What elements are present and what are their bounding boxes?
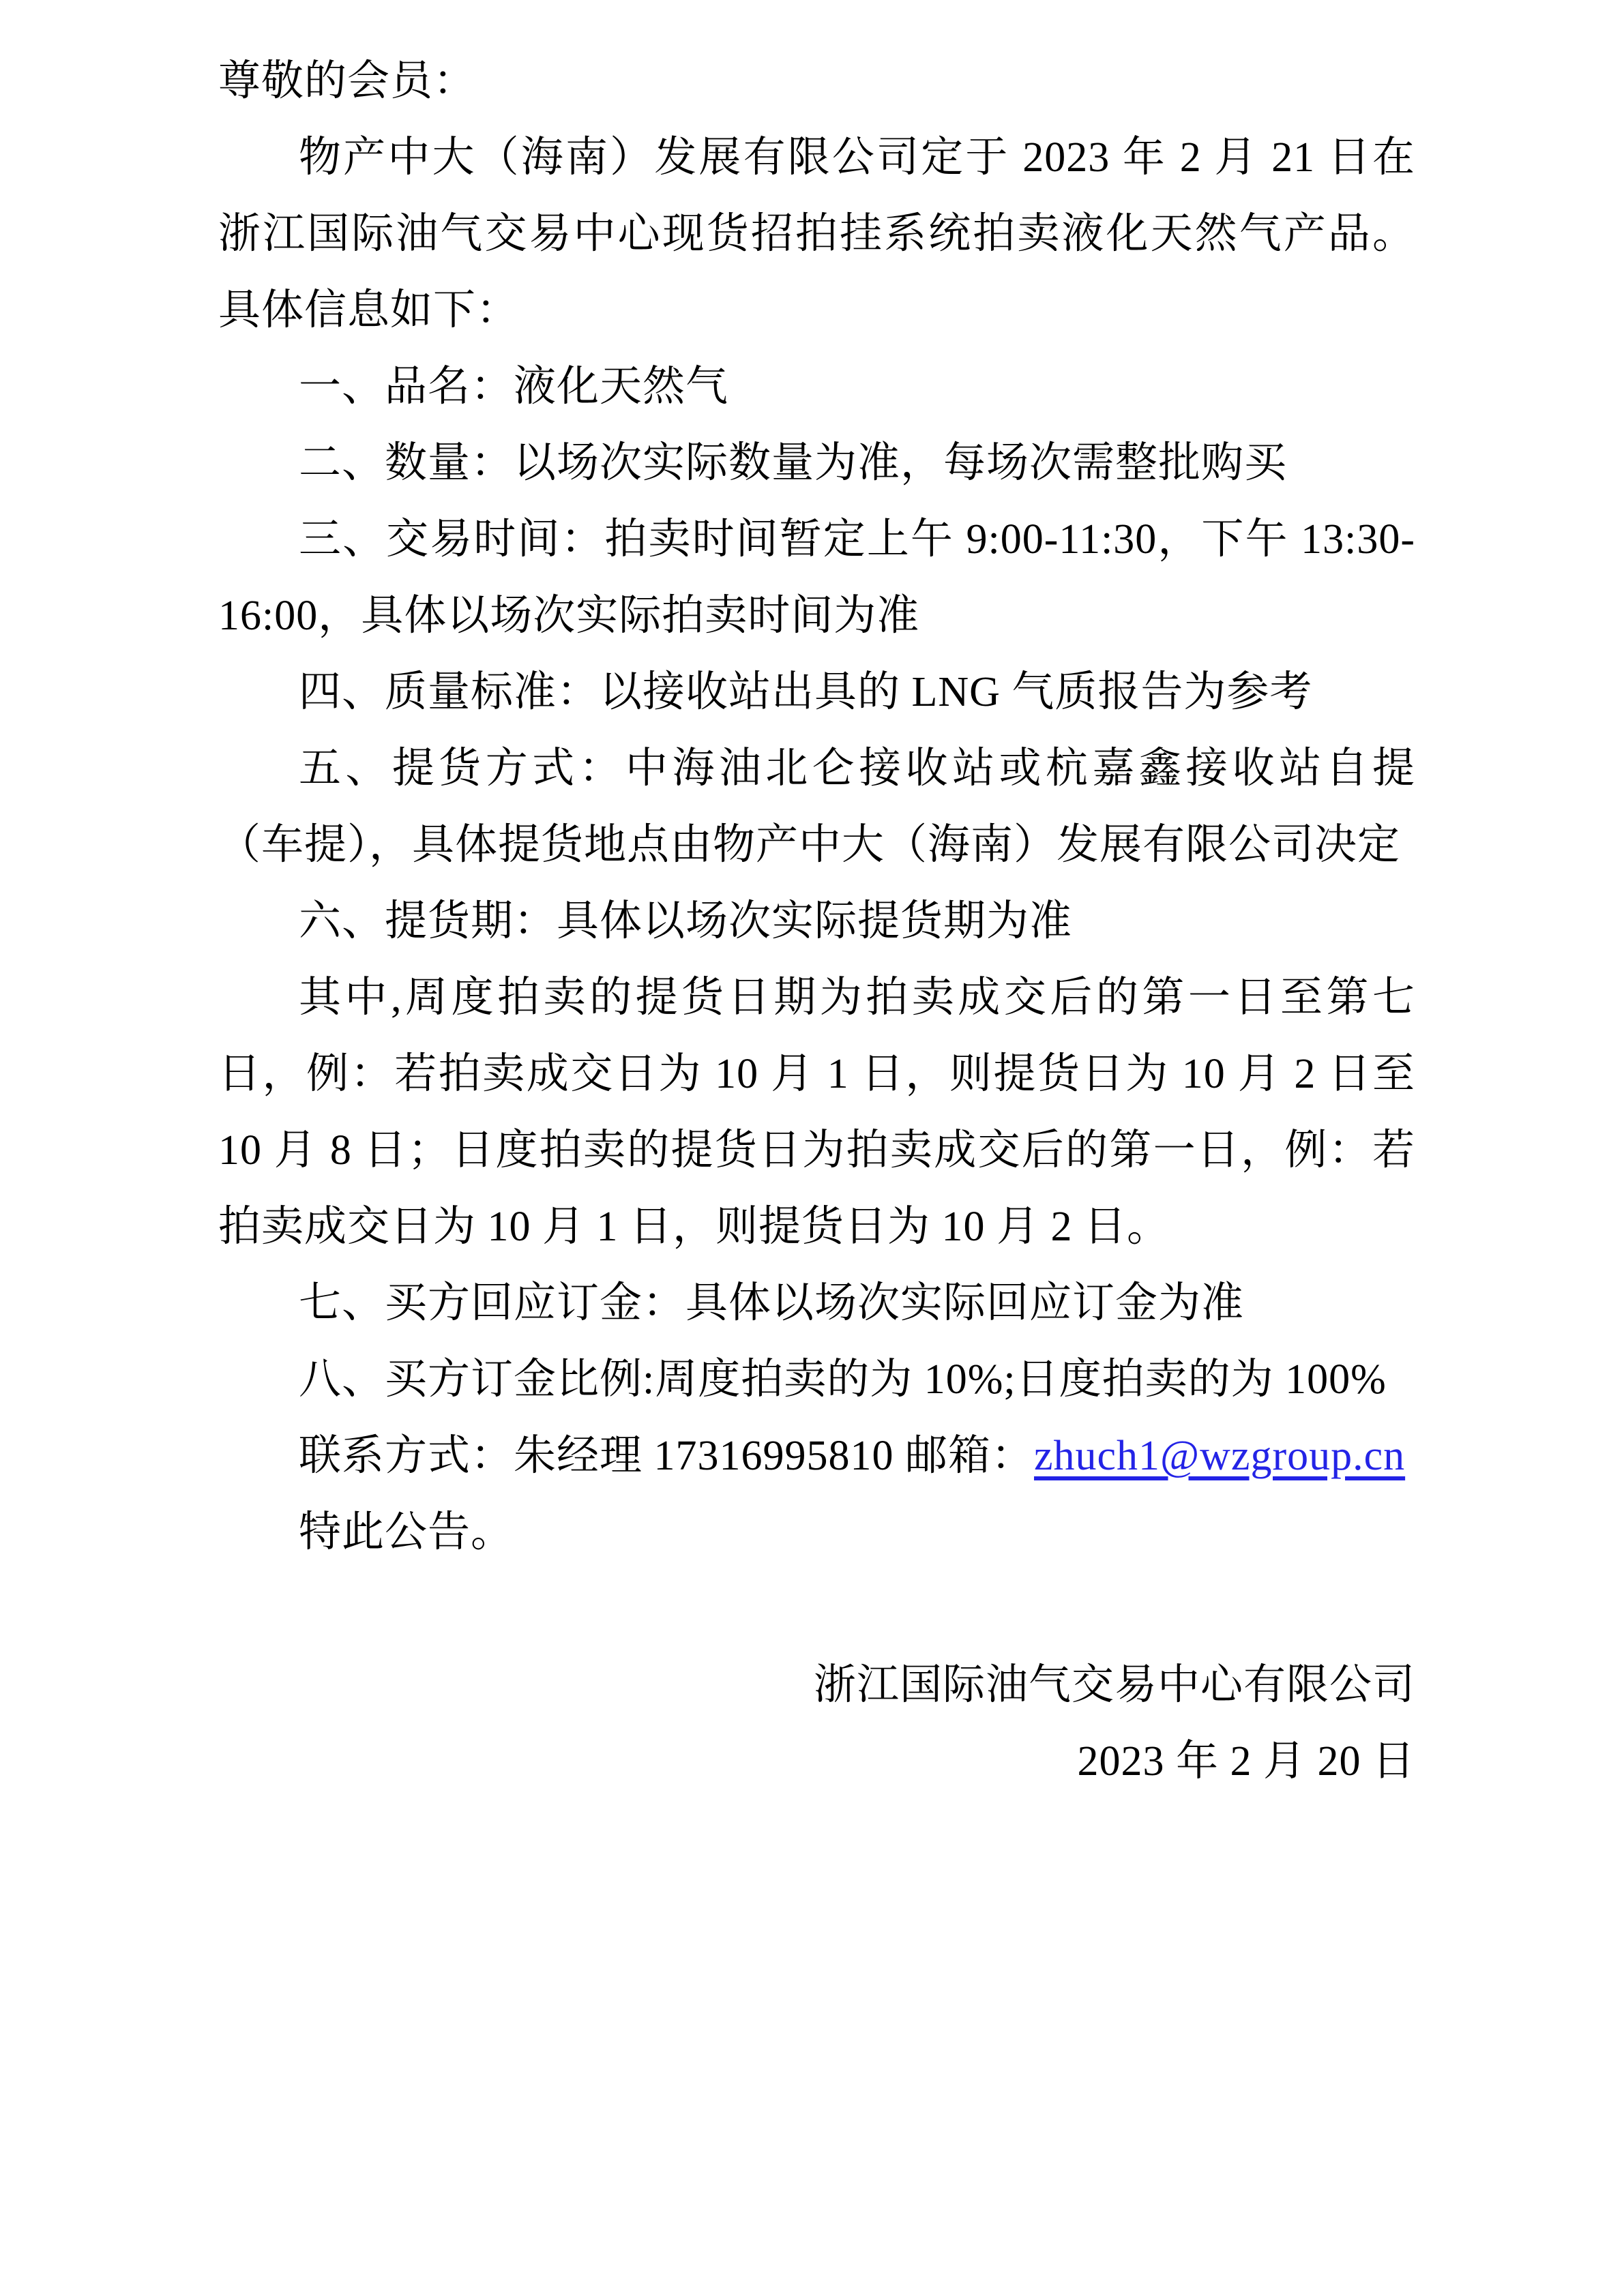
item-4-quality-standard: 四、质量标准：以接收站出具的 LNG 气质报告为参考: [299, 669, 1313, 715]
item-2-quantity: 二、数量：以场次实际数量为准，每场次需整批购买: [299, 440, 1288, 486]
announcement-body: [218, 43, 1415, 1800]
closing-statement: 特此公告。: [299, 1509, 514, 1555]
item-7-response-deposit: 七、买方回应订金：具体以场次实际回应订金为准: [299, 1280, 1245, 1326]
signature-company: 浙江国际油气交易中心有限公司: [813, 1662, 1415, 1708]
item-5-delivery-method: 五、提货方式：中海油北仑接收站或杭嘉鑫接收站自提（车提），具体提货地点由物产中大（海南）发展有限公司决定: [218, 745, 1415, 868]
contact-line: [218, 1418, 1415, 1494]
intro-paragraph: 物产中大（海南）发展有限公司定于 2023 年 2 月 21 日在浙江国际油气交易中心现货招拍挂系统拍卖液化天然气产品。具体信息如下：: [218, 134, 1415, 333]
signature-date: 2023 年 2 月 20 日: [1077, 1738, 1415, 1785]
item-6-delivery-period: 六、提货期：具体以场次实际提货期为准: [299, 898, 1073, 944]
item-8-deposit-ratio: 八、买方订金比例:周度拍卖的为 10%;日度拍卖的为 100%: [299, 1356, 1387, 1403]
contact-email-link[interactable]: zhuch1@wzgroup.cn: [1034, 1433, 1406, 1479]
delivery-period-note: 其中,周度拍卖的提货日期为拍卖成交后的第一日至第七日，例：若拍卖成交日为 10 月 1 日，则提货日为 10 月 2 日至 10 月 8 日；日度拍卖的提货日为拍卖成交后的第一日，例：若拍卖成交日为 10 月 1 日，则提货日为 10 月 2 日。: [218, 974, 1415, 1250]
contact-prefix: 联系方式：朱经理 17316995810 邮箱：: [299, 1433, 1035, 1479]
item-1-product-name: 一、品名：液化天然气: [299, 363, 729, 410]
item-3-trading-time: 三、交易时间：拍卖时间暂定上午 9:00-11:30，下午 13:30-16:00，具体以场次实际拍卖时间为准: [218, 516, 1415, 639]
salutation: 尊敬的会员：: [218, 58, 477, 104]
